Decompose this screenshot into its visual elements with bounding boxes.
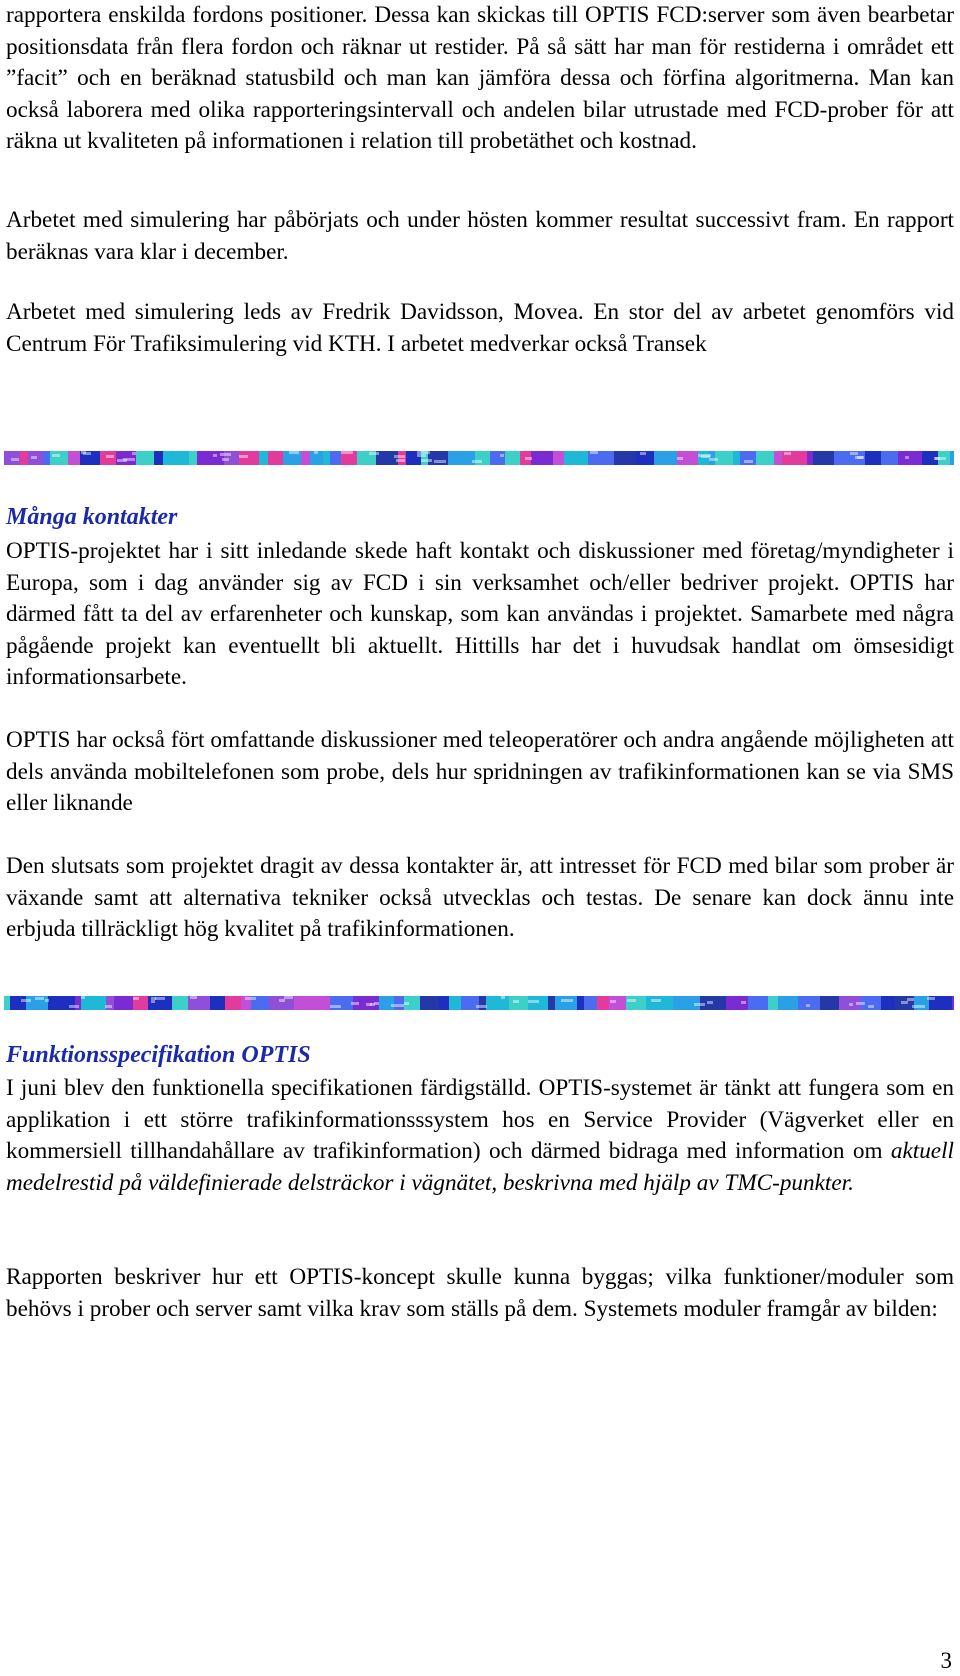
paragraph-simulation-status: Arbetet med simulering har påbörjats och under hösten kommer resultat successivt fram. En rapport beräknas vara klar i december. xyxy=(6,207,954,265)
paragraph-kontakter-2: OPTIS har också fört omfattande diskussioner med teleoperatörer och andra angående möjligheten att dels använda mobiltelefonen som probe, dels hur spridningen av trafikinformationen kan se via SMS eller liknande xyxy=(6,727,954,816)
decorative-divider-1 xyxy=(4,451,954,465)
heading-funktionsspecifikation: Funktionsspecifikation OPTIS xyxy=(6,1042,311,1068)
paragraph-simulation-lead: Arbetet med simulering leds av Fredrik Davidsson, Movea. En stor del av arbetet genomförs vid Centrum För Trafiksimulering vid KTH. I arbetet medverkar också Transek xyxy=(6,299,954,357)
paragraph-funktion-1-italic: aktuell medelrestid på väldefinierade delsträckor i vägnätet, beskrivna med hjälp av TMC-punkter. xyxy=(6,1138,954,1196)
page-number: 3 xyxy=(940,1648,952,1673)
heading-manga-kontakter: Många kontakter xyxy=(6,504,178,530)
decorative-divider-2 xyxy=(4,996,954,1010)
paragraph-funktion-2: Rapporten beskriver hur ett OPTIS-koncept skulle kunna byggas; vilka funktioner/moduler som behövs i prober och server samt vilka krav som ställs på dem. Systemets moduler framgår av bilden: xyxy=(6,1264,954,1322)
paragraph-funktion-1-plain: I juni blev den funktionella specifikationen färdigställd. OPTIS-systemet är tänkt att fungera som en applikation i ett större trafikinformationsssystem hos en Service Provider (Vägverket eller en kommersiell tillhandahållare av trafikinformation) och därmed bidraga med information om xyxy=(6,1075,954,1164)
paragraph-kontakter-3: Den slutsats som projektet dragit av dessa kontakter är, att intresset för FCD med bilar som prober är växande samt att alternativa tekniker också utvecklas och testas. De senare kan dock ännu inte erbjuda tillräckligt hög kvalitet på trafikinformationen. xyxy=(6,853,954,942)
paragraph-funktion-1 xyxy=(6,1073,954,1199)
paragraph-kontakter-1: OPTIS-projektet har i sitt inledande skede haft kontakt och diskussioner med företag/myndigheter i Europa, som i dag använder sig av FCD i sin verksamhet och/eller bedriver projekt. OPTIS har därmed fått ta del av erfarenheter och kunskap, som kan användas i projektet. Samarbete med några pågående projekt kan eventuellt bli aktuellt. Hittills har det i huvudsak handlat om ömsesidigt informationsarbete. xyxy=(6,538,954,690)
paragraph-simulation-intro: rapportera enskilda fordons positioner. Dessa kan skickas till OPTIS FCD:server som även bearbetar positionsdata från flera fordon och räknar ut restider. På så sätt har man för restiderna i området ett ”facit” och en beräknad statusbild och man kan jämföra dessa och förfina algoritmerna. Man kan också laborera med olika rapporteringsintervall och andelen bilar utrustade med FCD-prober för att räkna ut kvaliteten på informationen i relation till probetäthet och kostnad. xyxy=(6,2,954,154)
